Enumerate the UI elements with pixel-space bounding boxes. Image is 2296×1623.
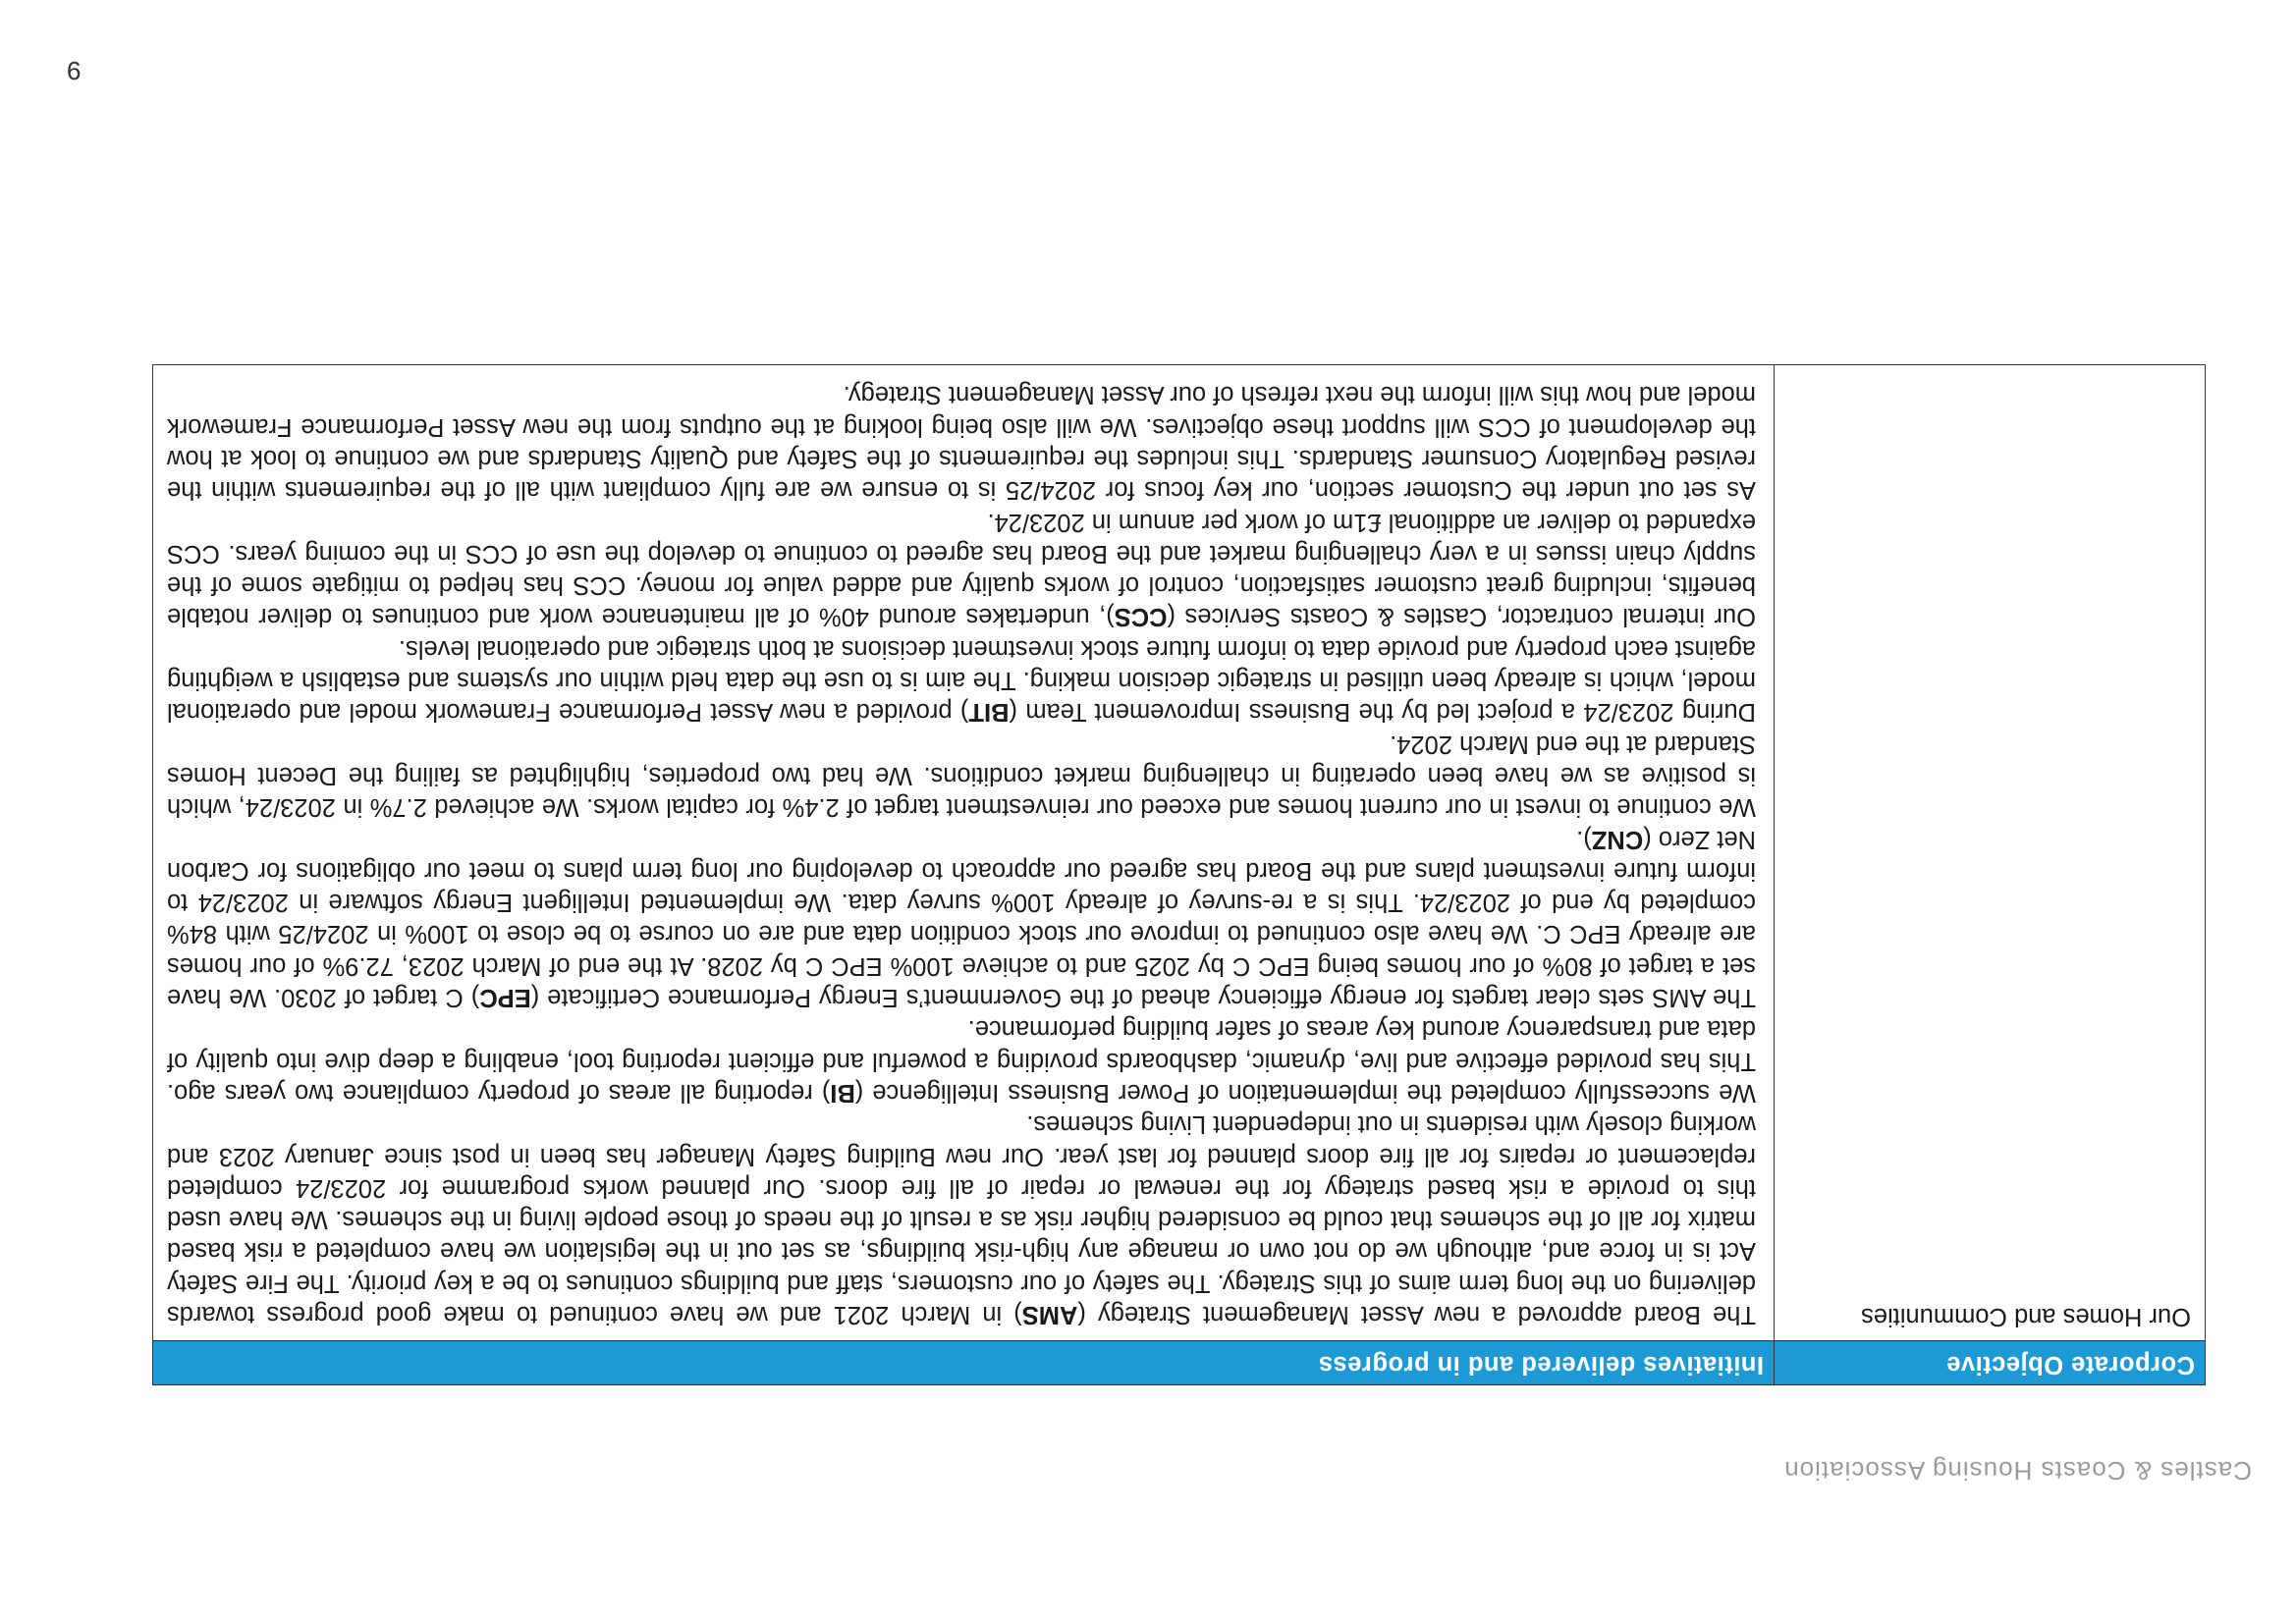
header-corporate-objective: Corporate Objective [1775,1341,2206,1385]
initiative-paragraph: We successfully completed the implementation of Power Business Intelligence (BI) reporting all areas of property compliance two years ago. This has provided effective and live, dynamic, dashboards providing a powerful and efficient reporting tool, enabling a deep dive into quality of data and transparency around key areas of safer building performance. [167,1015,1756,1107]
acronym: BI [830,1078,855,1107]
acronym: CCS [1114,603,1168,631]
organisation-name: Castles & Coasts Housing Association [1783,1456,2252,1486]
initiative-paragraph: As set out under the Customer section, our key focus for 2024/25 is to ensure we are fully compliant with all of the requirements within the revised Regulatory Consumer Standards. This includes the requirements of the Safety and Quality Standards and we continue to look at how the development of CCS will support these objectives. We will also being looking at the outputs from the new Asset Performance Framework model and how this will inform the next refresh of our Asset Management Strategy. [167,381,1756,505]
acronym: AMS [1021,1301,1078,1328]
initiative-paragraph: The Board approved a new Asset Management Strategy (AMS) in March 2021 and we have continued to make good progress towards delivering on the long term aims of this Strategy. The safety of our customers, staff and buildings continues to be a key priority. The Fire Safety Act is in force and, although we do not own or manage any high-risk buildings, as set out in the legislation we have completed a risk based matrix for all of the schemes that could be considered higher risk as a result of the needs of those people living in the schemes. We have used this to provide a risk based strategy for the renewal or repair of all fire doors. Our planned works programme for 2023/24 completed replacement or repairs for all fire doors planned for last year. Our new Building Safety Manager has been in post since January 2023 and working closely with residents in out independent Living schemes. [166,1110,1756,1328]
initiative-paragraph: During 2023/24 a project led by the Business Improvement Team (BIT) provided a new Asset Performance Framework model and operational model, which is already been utilised in strategic decision making. The aim is to use the data held within our systems and establish a weighting against each property and provide data to inform future stock investment decisions at both strategic and operational levels. [167,634,1756,727]
acronym: BIT [968,698,1010,727]
initiative-paragraph: The AMS sets clear targets for energy efficiency ahead of the Government’s Energy Performance Certificate (EPC) C target of 2030. We have set a target of 80% of our homes being EPC C by 2025 and to achieve 100% EPC C by 2028. At the end of March 2023, 72.9% of our homes are already EPC C. We have also continued to improve our stock condition data and are on course to be close to 100% in 2024/25 with 84% completed by end of 2023/24. This is a re-survey of already 100% survey data. We implemented Intelligent Energy software in 2023/24 to inform future investment plans and the Board has agreed our approach to developing our long term plans to meet our obligations for Carbon Net Zero (CNZ). [167,825,1756,1012]
objective-cell: Our Homes and Communities [1775,365,2206,1341]
initiative-paragraph: Our internal contractor, Castles & Coasts Services (CCS), undertakes around 40% of all maintenance work and continues to deliver notable benefits, including great customer satisfaction, control of works quality and added value for money. CCS has helped to mitigate some of the supply chain issues in a very challenging market and the Board has agreed to continue to develop the use of CCS in the coming years. CCS expanded to deliver an additional £1m of work per annum in 2023/24. [167,508,1756,631]
acronym: CNZ [1591,825,1644,853]
initiative-paragraph: We continue to invest in our current homes and exceed our reinvestment target of 2.4% for capital works. We achieved 2.7% in 2023/24, which is positive as we have been operating in challenging market conditions. We had two properties, highlighted as failing the Decent Homes Standard at the end March 2024. [167,730,1756,822]
acronym: EPC [479,984,531,1012]
table-row [153,365,2206,1341]
header-initiatives: Initiatives delivered and in progress [153,1341,1775,1385]
table-header-row [153,1341,2206,1385]
page-number: 9 [67,56,82,85]
initiatives-cell [153,365,1775,1341]
objectives-table [152,364,2206,1385]
